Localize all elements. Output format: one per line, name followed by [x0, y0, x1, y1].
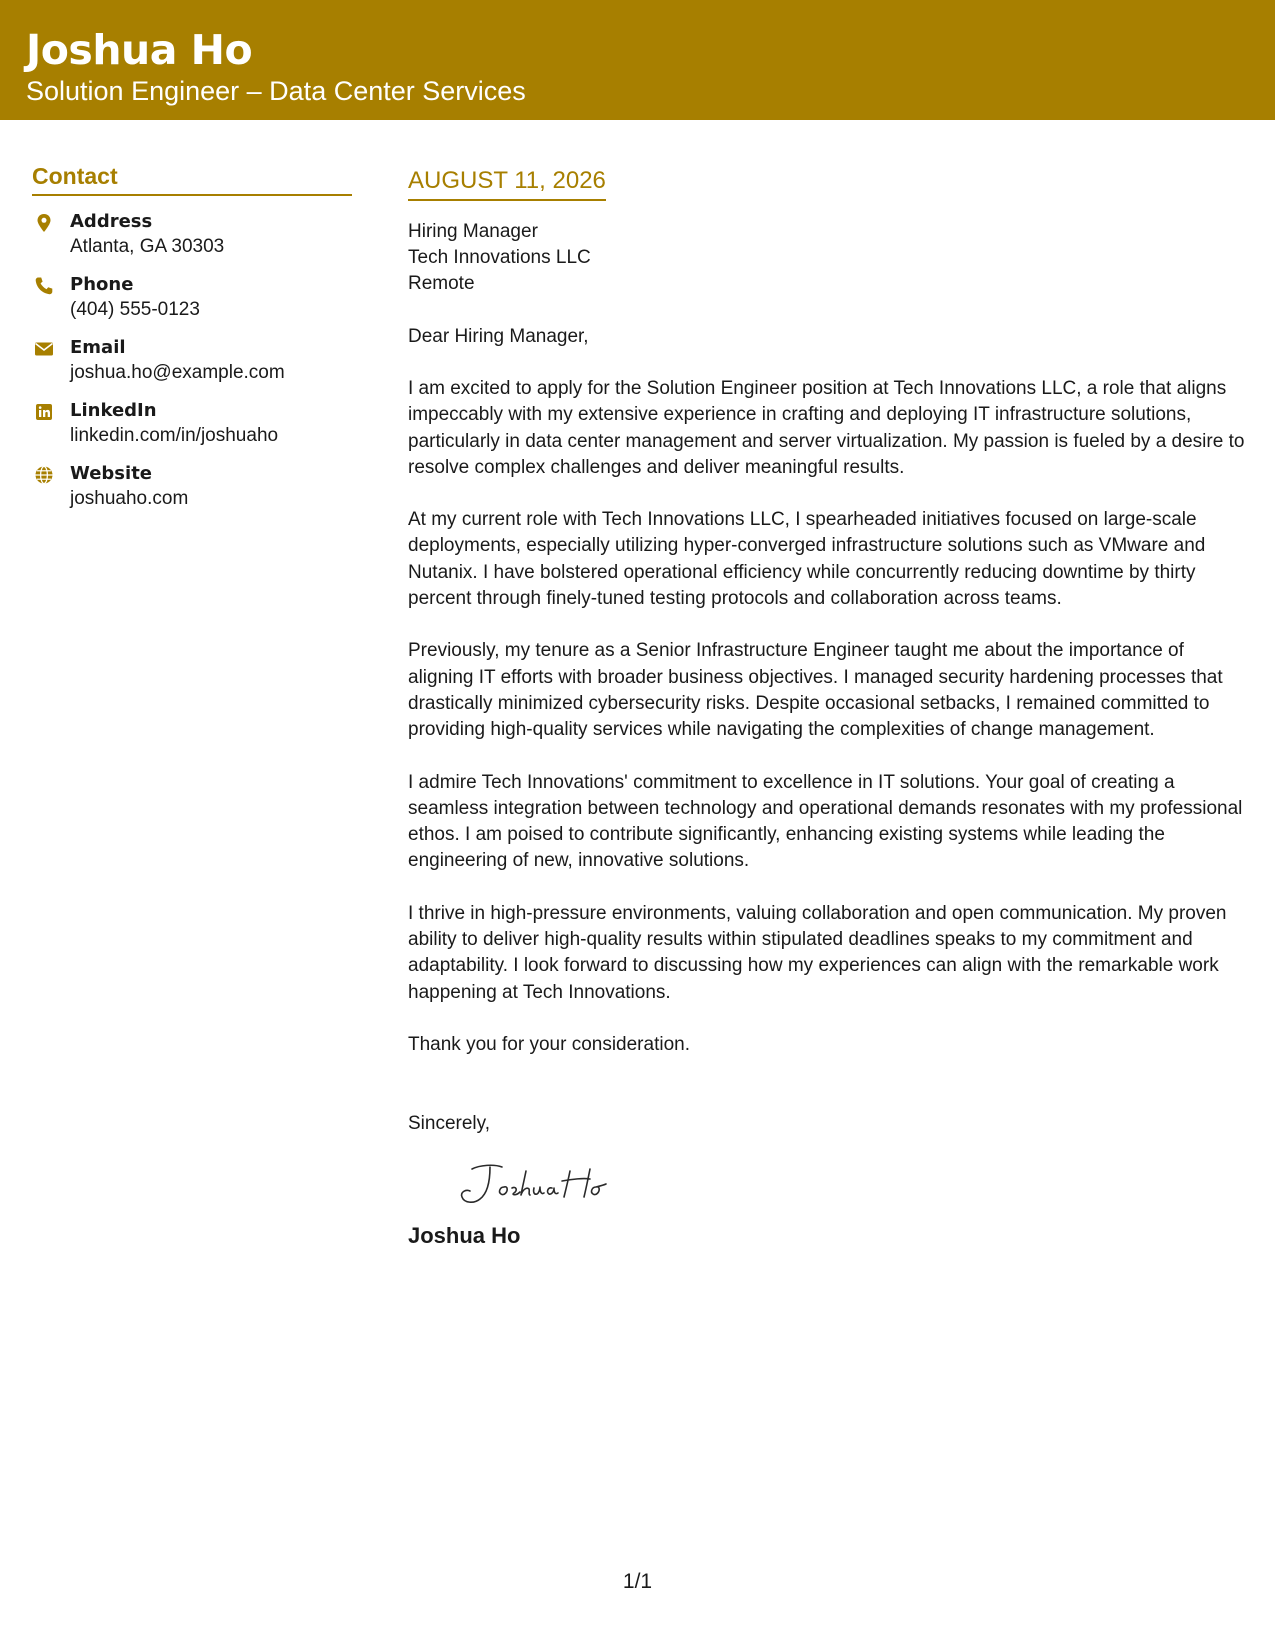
contact-list — [32, 210, 352, 525]
paragraph: I am excited to apply for the Solution Engineer position at Tech Innovations LLC, a role that aligns impeccably with my extensive experience in crafting and deploying IT infrastructure solutions, particularly in data center management and server virtualization. My passion is fueled by a desire to resolve complex challenges and deliver meaningful results. — [408, 378, 1245, 478]
contact-item-website — [32, 462, 352, 525]
contact-value: (404) 555-0123 — [70, 299, 200, 320]
contact-item-phone — [32, 273, 352, 336]
map-pin-icon — [34, 213, 54, 233]
contact-label: Address — [70, 211, 153, 232]
recipient-line: Remote — [408, 273, 475, 294]
phone-icon — [34, 276, 54, 296]
closing-line: Sincerely, — [408, 1112, 491, 1134]
letter-date: AUGUST 11, 2026 — [408, 164, 606, 201]
candidate-name: Joshua Ho — [26, 26, 253, 74]
letter-body — [408, 164, 1253, 1251]
paragraph: I thrive in high-pressure environments, valuing collaboration and open communication. My proven ability to deliver high-quality results within stipulated deadlines speaks to my commitment and adaptability. I look forward to discussing how my experiences can align with the remarkable work happening at Tech Innovations. — [408, 902, 1227, 1003]
contact-label: Website — [70, 463, 153, 484]
recipient-line: Hiring Manager — [408, 221, 538, 242]
header-banner — [0, 0, 1275, 120]
contact-sidebar — [32, 160, 352, 525]
salutation: Dear Hiring Manager, — [408, 326, 589, 347]
globe-icon — [34, 465, 54, 485]
contact-value: joshuaho.com — [70, 488, 189, 509]
candidate-title: Solution Engineer – Data Center Services — [26, 76, 526, 106]
contact-item-linkedin — [32, 399, 352, 462]
envelope-icon — [34, 339, 54, 359]
signed-name: Joshua Ho — [408, 1222, 521, 1248]
contact-value: Atlanta, GA 30303 — [70, 236, 225, 257]
contact-item-email — [32, 336, 352, 399]
paragraph: I admire Tech Innovations' commitment to excellence in IT solutions. Your goal of creating a seamless integration between technology and operational demands resonates with my professional ethos. I am poised to contribute significantly, enhancing existing systems while leading the engineering of new, innovative solutions. — [408, 771, 1243, 872]
contact-label: Email — [70, 337, 126, 358]
thanks-line: Thank you for your consideration. — [408, 1033, 690, 1055]
paragraph: At my current role with Tech Innovations LLC, I spearheaded initiatives focused on large-scale deployments, especially utilizing hyper-converged infrastructure solutions such as VMware and Nutanix. I have bolstered operational efficiency while concurrently reducing downtime by thirty percent through finely-tuned testing protocols and collaboration across teams. — [408, 509, 1206, 610]
page-number: 1/1 — [622, 1570, 653, 1593]
contact-item-address — [32, 210, 352, 273]
recipient-line: Tech Innovations LLC — [408, 247, 591, 268]
recipient-block — [408, 219, 1253, 297]
linkedin-icon — [34, 402, 54, 422]
contact-label: LinkedIn — [70, 400, 157, 421]
contact-label: Phone — [70, 274, 134, 295]
paragraph: Previously, my tenure as a Senior Infrastructure Engineer taught me about the importance of aligning IT efforts with broader business objectives. I managed security hardening processes that drastically minimized cybersecurity risks. Despite occasional setbacks, I remained committed to providing high-quality services while navigating the complexities of change management. — [408, 640, 1223, 741]
contact-value: joshua.ho@example.com — [70, 362, 285, 383]
signature — [450, 1159, 650, 1209]
contact-value: linkedin.com/in/joshuaho — [70, 425, 279, 446]
contact-section-title: Contact — [32, 160, 352, 196]
